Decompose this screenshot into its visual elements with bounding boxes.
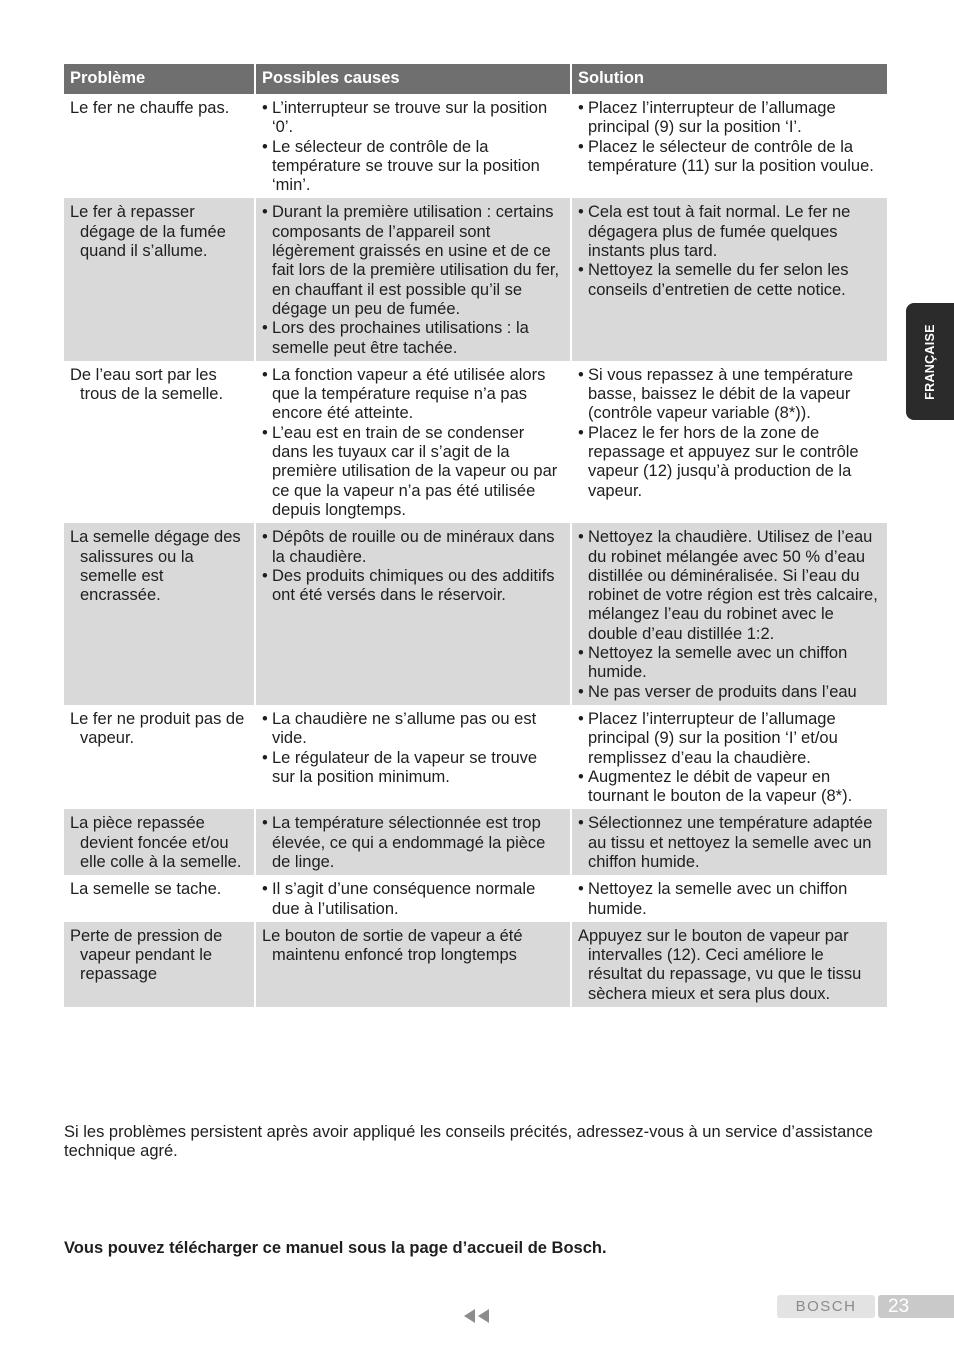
cause-text: Des produits chimiques ou des additifs ont été versés dans le réservoir. <box>272 566 555 605</box>
solution-cell <box>571 705 887 809</box>
header-causes: Possibles causes <box>255 64 571 94</box>
list-item <box>262 203 564 319</box>
cause-list <box>262 203 564 357</box>
cause-cell <box>255 875 571 922</box>
cause-cell <box>255 922 571 1007</box>
list-item <box>578 814 881 872</box>
bullet-icon: • <box>262 137 268 156</box>
cause-list <box>262 710 564 787</box>
solution-cell <box>571 198 887 360</box>
cause-text: Il s’agit d’une conséquence normale due à l’utilisation. <box>272 880 536 918</box>
bullet-icon: • <box>578 261 584 280</box>
cause-text: Lors des prochaines utilisations : la semelle peut être tachée. <box>272 319 529 357</box>
list-item <box>578 683 881 702</box>
cause-text: Le régulateur de la vapeur se trouve sur la position minimum. <box>272 748 538 786</box>
cause-text: L’interrupteur se trouve sur la position ‘0’. <box>272 99 548 137</box>
table-row <box>64 94 887 198</box>
solution-text: Si vous repassez à une température basse, baissez le débit de la vapeur (contrôle vapeur variable (8*)). <box>588 365 854 423</box>
list-item <box>262 99 564 138</box>
brand-label-box <box>777 1295 875 1318</box>
cause-text: La chaudière ne s’allume pas ou est vide. <box>272 709 537 748</box>
solution-cell <box>571 94 887 198</box>
solution-list <box>578 814 881 872</box>
problem-cell <box>64 523 255 705</box>
problem-text: Perte de pression de vapeur pendant le repassage <box>70 926 223 984</box>
solution-text: Augmentez le débit de vapeur en tournant le bouton de la vapeur (8*). <box>588 767 853 806</box>
bullet-icon: • <box>262 319 268 338</box>
list-item <box>262 814 564 872</box>
table-row <box>64 361 887 523</box>
bullet-icon: • <box>262 203 268 222</box>
solution-text: Sélectionnez une température adaptée au tissu et nettoyez la semelle avec un chiffon humide. <box>588 814 873 871</box>
list-item <box>578 644 881 683</box>
bullet-icon: • <box>578 767 584 786</box>
solution-cell <box>571 523 887 705</box>
cause-list <box>262 880 564 919</box>
list-item <box>578 710 881 768</box>
problem-text: De l’eau sort par les trous de la semelle. <box>70 365 224 404</box>
bullet-icon: • <box>262 566 268 585</box>
solution-list <box>578 880 881 919</box>
solution-list <box>578 366 881 501</box>
solution-text: Placez l’interrupteur de l’allumage principal (9) sur la position ‘I’. <box>588 99 836 137</box>
list-item <box>578 99 881 138</box>
list-item <box>578 768 881 807</box>
cause-cell <box>255 198 571 360</box>
table-row <box>64 809 887 875</box>
solution-list <box>578 99 881 176</box>
list-item <box>262 138 564 196</box>
bullet-icon: • <box>262 748 268 767</box>
solution-list <box>578 528 881 702</box>
brand-label: BOSCH <box>795 1298 857 1315</box>
solution-text: Nettoyez la semelle avec un chiffon humide. <box>588 644 848 682</box>
problem-cell <box>64 809 255 875</box>
cause-list <box>262 528 564 605</box>
bullet-icon: • <box>578 528 584 547</box>
bullet-icon: • <box>262 880 268 899</box>
cause-text: La fonction vapeur a été utilisée alors que la température requise n’a pas encore été atteinte. <box>272 365 546 423</box>
list-item <box>262 424 564 520</box>
cause-list <box>262 99 564 195</box>
list-item <box>578 366 881 424</box>
bullet-icon: • <box>578 99 584 117</box>
download-note: Vous pouvez télécharger ce manuel sous la page d’accueil de Bosch. <box>64 1239 607 1257</box>
problem-cell <box>64 875 255 922</box>
list-item <box>262 366 564 424</box>
list-item <box>578 424 881 501</box>
list-item <box>578 203 881 261</box>
troubleshooting-table <box>64 64 887 1007</box>
list-item <box>578 528 881 644</box>
bullet-icon: • <box>578 709 584 728</box>
cause-list <box>262 814 564 872</box>
header-problem: Problème <box>64 64 255 94</box>
solution-list <box>578 203 881 299</box>
cause-list <box>262 366 564 520</box>
list-item <box>578 261 881 300</box>
list-item <box>262 528 564 567</box>
problem-cell <box>64 198 255 360</box>
cause-cell <box>255 523 571 705</box>
cause-text: L’eau est en train de se condenser dans les tuyaux car il s’agit de la première utilisation de la vapeur ou par ce que la vapeur n’a pas été utilisée depuis longtemps. <box>272 423 558 519</box>
solution-list <box>578 710 881 806</box>
problem-cell <box>64 705 255 809</box>
solution-cell <box>571 809 887 875</box>
problem-text: Le fer à repasser dégage de la fumée quand il s’allume. <box>70 203 226 261</box>
bullet-icon: • <box>578 203 584 222</box>
bullet-icon: • <box>262 423 268 442</box>
bullet-icon: • <box>578 880 584 899</box>
table-row <box>64 705 887 809</box>
problem-text: Le fer ne chauffe pas. <box>70 99 230 117</box>
bullet-icon: • <box>578 644 584 663</box>
cause-text: Le sélecteur de contrôle de la température se trouve sur la position ‘min’. <box>272 137 540 195</box>
page-number: 23 <box>888 1296 910 1317</box>
problem-text: La semelle dégage des salissures ou la semelle est encrassée. <box>70 528 241 605</box>
cause-cell <box>255 705 571 809</box>
problem-text: La pièce repassée devient foncée et/ou elle colle à la semelle. <box>70 814 242 871</box>
solution-text: Nettoyez la semelle avec un chiffon humide. <box>588 880 848 918</box>
solution-text: Cela est tout à fait normal. Le fer ne dégagera plus de fumée quelques instants plus tard. <box>588 203 851 261</box>
problem-cell <box>64 94 255 198</box>
bullet-icon: • <box>262 99 268 117</box>
solution-cell <box>571 361 887 523</box>
problem-cell <box>64 922 255 1007</box>
solution-text: Ne pas verser de produits dans l’eau <box>588 682 857 701</box>
solution-text: Nettoyez la chaudière. Utilisez de l’eau du robinet mélangée avec 50 % d’eau distillée ou déminéralisée. Si l’eau du robinet de votre région est très calcaire, mélangez l’eau du robinet avec le double d’eau distillée 1:2. <box>588 528 878 643</box>
table-row <box>64 875 887 922</box>
persistent-problem-note: Si les problèmes persistent après avoir appliqué les conseils précités, adressez-vous à un service d’assistance technique agré. <box>64 1123 873 1161</box>
table-body <box>64 94 887 1007</box>
table-row <box>64 922 887 1007</box>
solution-cell <box>571 922 887 1007</box>
language-tab <box>906 303 954 420</box>
list-item <box>262 567 564 606</box>
solution-text: Placez l’interrupteur de l’allumage principal (9) sur la position ‘I’ et/ou remplissez d’eau la chaudière. <box>588 709 838 767</box>
bullet-icon: • <box>578 423 584 442</box>
table-row <box>64 523 887 705</box>
cause-cell <box>255 361 571 523</box>
bullet-icon: • <box>578 137 584 156</box>
language-tab-label: FRANÇAISE <box>923 323 937 400</box>
solution-cell <box>571 875 887 922</box>
bullet-icon: • <box>578 682 584 701</box>
bullet-icon: • <box>578 814 584 833</box>
double-left-arrow-icon[interactable] <box>462 1307 492 1325</box>
solution-text: Appuyez sur le bouton de vapeur par intervalles (12). Ceci améliore le résultat du repassage, vu que le tissu sèchera mieux et sera plus doux. <box>578 926 862 1003</box>
bullet-icon: • <box>262 709 268 728</box>
cause-text: Le bouton de sortie de vapeur a été maintenu enfoncé trop longtemps <box>262 926 523 965</box>
cause-cell <box>255 809 571 875</box>
problem-text: La semelle se tache. <box>70 880 222 899</box>
problem-cell <box>64 361 255 523</box>
cause-text: Dépôts de rouille ou de minéraux dans la chaudière. <box>272 528 555 566</box>
bullet-icon: • <box>262 528 268 547</box>
solution-text: Nettoyez la semelle du fer selon les conseils d’entretien de cette notice. <box>588 261 849 299</box>
list-item <box>262 710 564 749</box>
list-item <box>578 880 881 919</box>
bullet-icon: • <box>262 365 268 384</box>
list-item <box>262 749 564 788</box>
bullet-icon: • <box>262 814 268 833</box>
bullet-icon: • <box>578 365 584 384</box>
solution-text: Placez le sélecteur de contrôle de la température (11) sur la position voulue. <box>588 137 874 175</box>
table-header-row <box>64 64 887 94</box>
list-item <box>262 319 564 358</box>
cause-text: Durant la première utilisation : certains composants de l’appareil sont légèrement graissés en usine et de ce fait lors de la première utilisation du fer, en chauffant il est possible qu’il se dégage un peu de fumée. <box>272 203 560 318</box>
list-item <box>262 880 564 919</box>
problem-text: Le fer ne produit pas de vapeur. <box>70 709 245 748</box>
table-row <box>64 198 887 360</box>
cause-cell <box>255 94 571 198</box>
list-item <box>578 138 881 177</box>
header-solution: Solution <box>571 64 887 94</box>
solution-text: Placez le fer hors de la zone de repassage et appuyez sur le contrôle vapeur (12) jusqu’à production de la vapeur. <box>588 423 859 500</box>
cause-text: La température sélectionnée est trop élevée, ce qui a endommagé la pièce de linge. <box>272 814 546 871</box>
page-number-box <box>878 1295 954 1318</box>
